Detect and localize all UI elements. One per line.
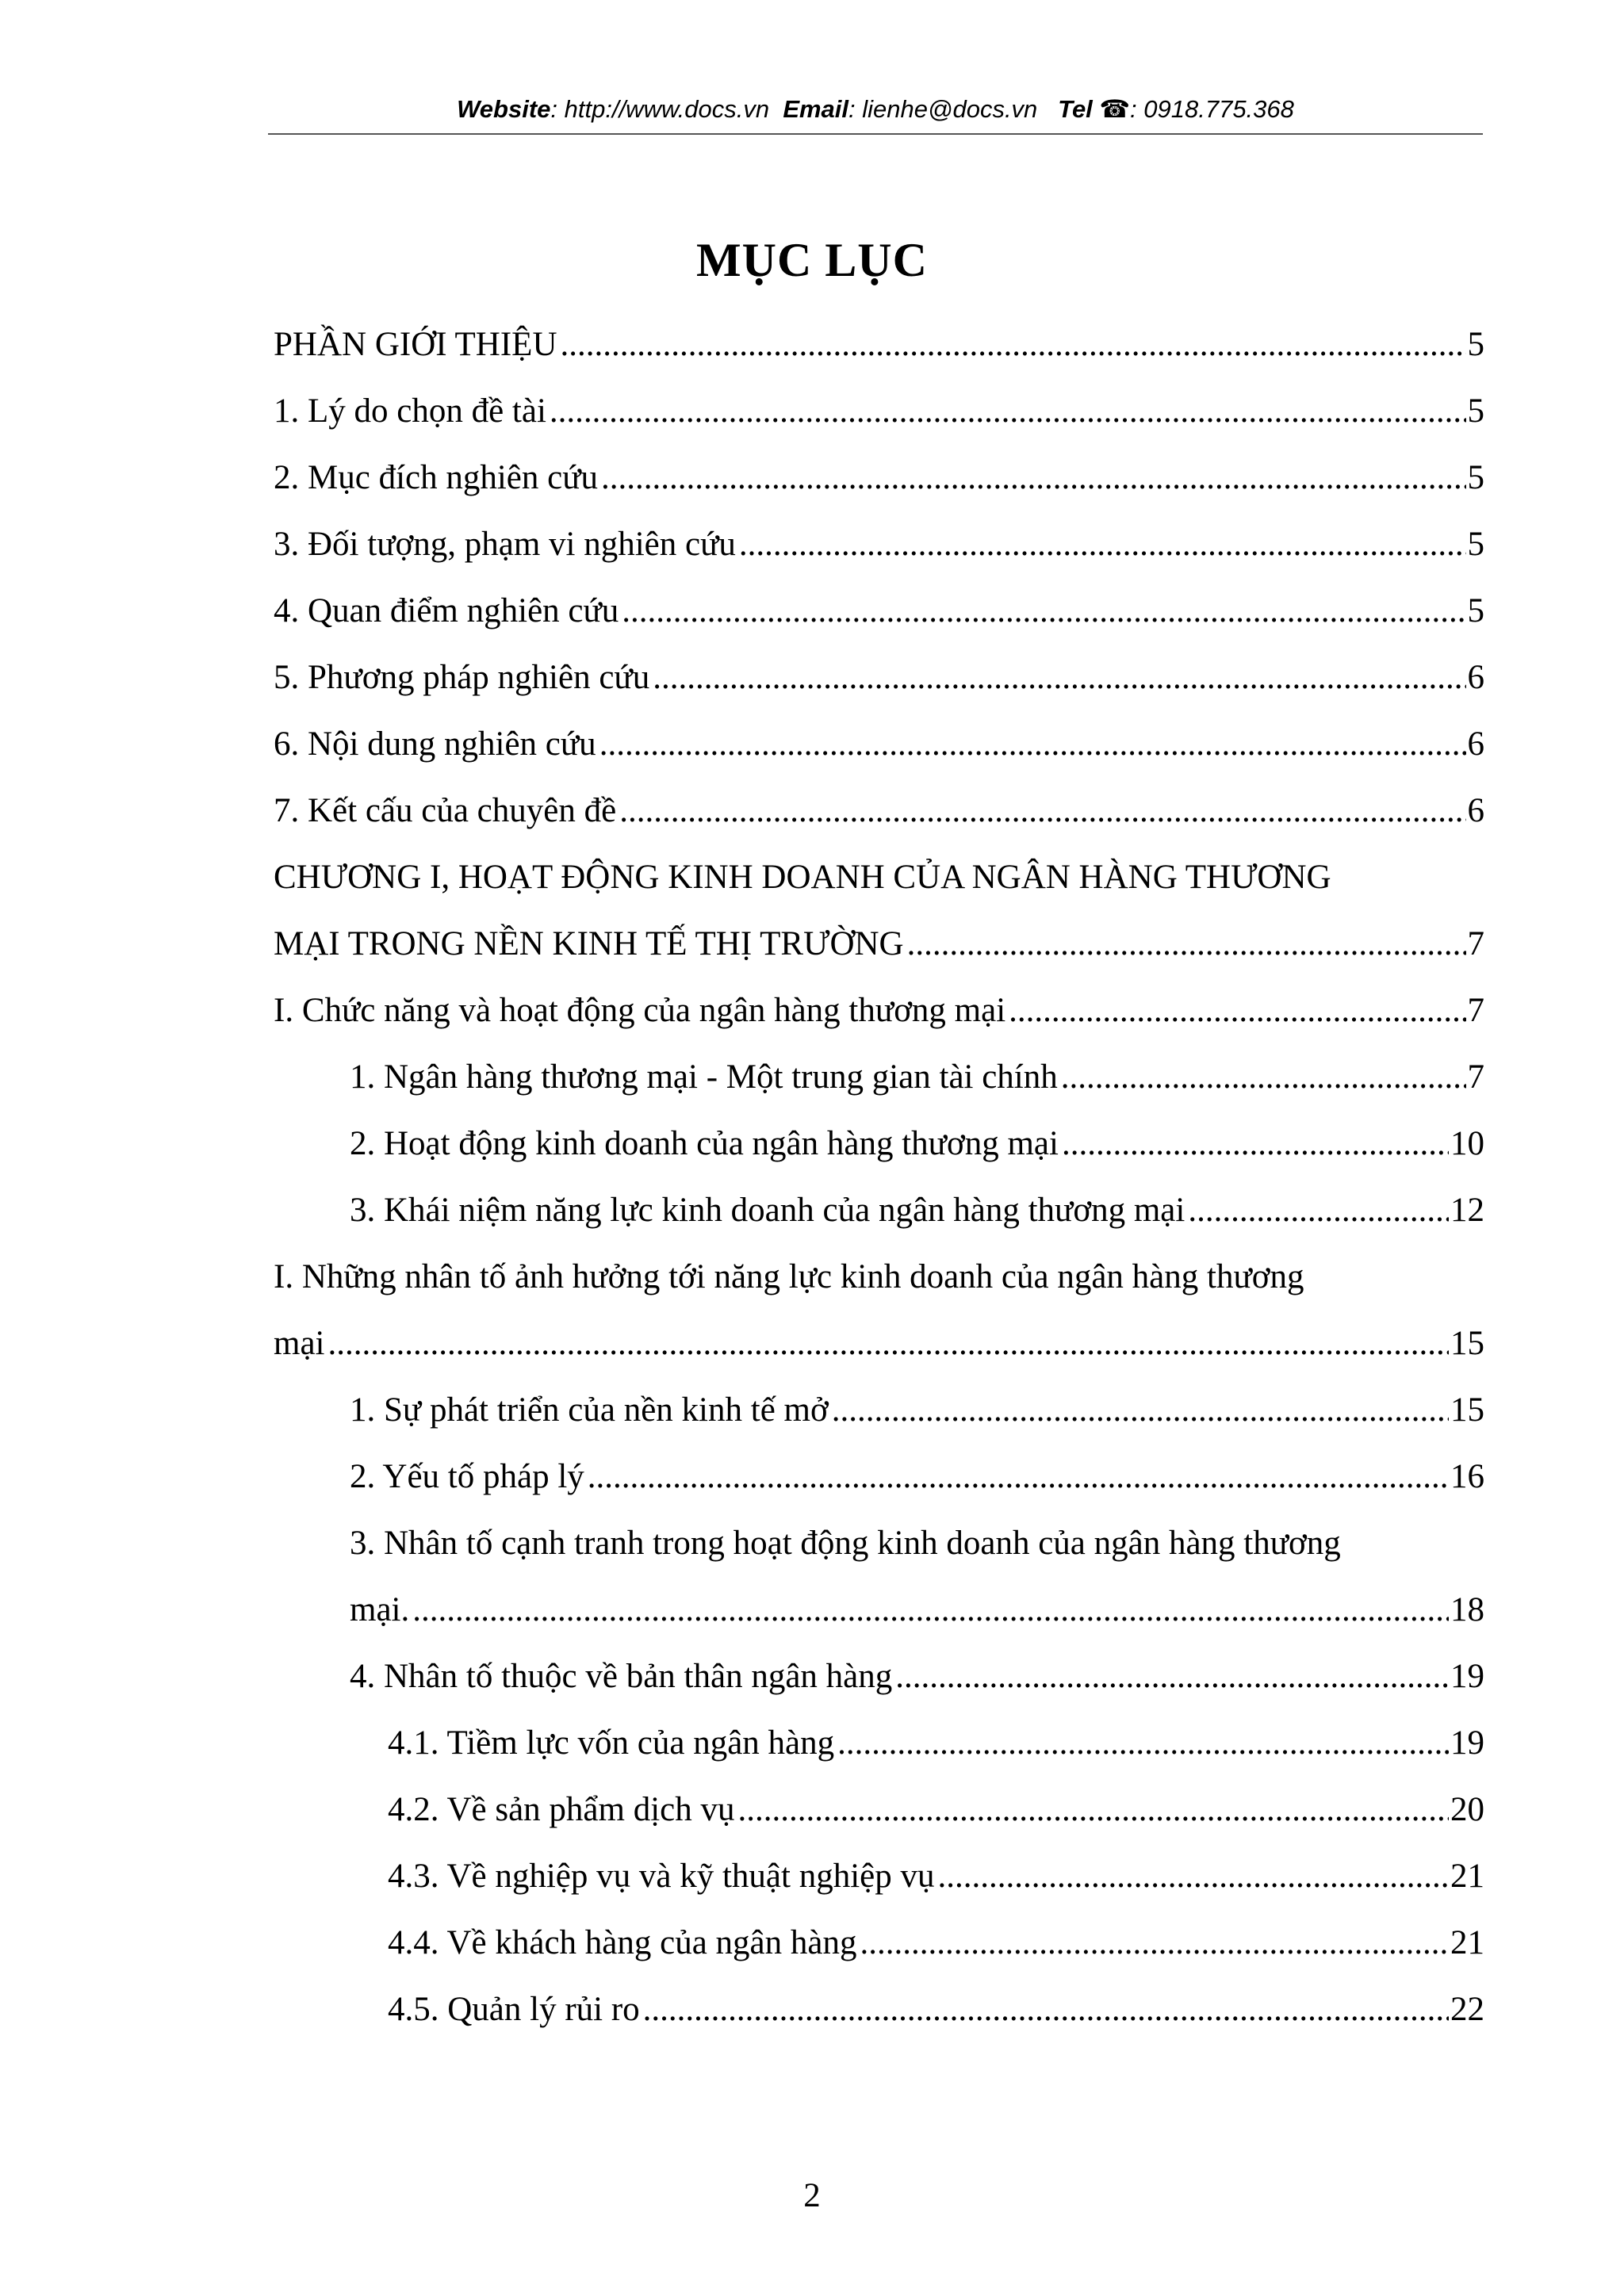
toc-leader [327, 1320, 1449, 1368]
toc-leader [739, 521, 1466, 568]
toc-leader [1061, 1054, 1466, 1101]
toc-entry [274, 454, 1484, 502]
toc-entry [388, 1720, 1484, 1767]
toc-leader [832, 1387, 1449, 1434]
toc-entry-page: 7 [1467, 992, 1484, 1029]
toc-entry [350, 1653, 1484, 1701]
toc-entry-text: 4.4. Về khách hàng của ngân hàng [388, 1924, 857, 1961]
toc-leader [1062, 1120, 1449, 1168]
toc-entry-text: I. Những nhân tố ảnh hưởng tới năng lực kinh doanh của ngân hàng thương [274, 1258, 1304, 1295]
toc-entry-page: 5 [1467, 392, 1484, 430]
toc-entry-text: 4.3. Về nghiệp vụ và kỹ thuật nghiệp vụ [388, 1858, 935, 1895]
toc-entry [388, 1853, 1484, 1900]
toc-entry-text: 3. Khái niệm năng lực kinh doanh của ngân hàng thương mại [350, 1192, 1185, 1229]
toc-entry-page: 5 [1467, 326, 1484, 363]
toc-entry-text: 4. Quan điểm nghiên cứu [274, 592, 619, 629]
toc-entry-text: mại. [350, 1591, 410, 1628]
toc-leader [412, 1586, 1449, 1634]
toc-leader [837, 1720, 1449, 1767]
toc-entry [274, 654, 1484, 702]
toc-leader [550, 388, 1466, 435]
toc-entry-text: 5. Phương pháp nghiên cứu [274, 659, 650, 696]
toc-entry-text: 4.1. Tiềm lực vốn của ngân hàng [388, 1724, 835, 1762]
toc-leader [561, 321, 1466, 369]
email-value: : lienhe@docs.vn [848, 95, 1038, 123]
toc-leader [860, 1919, 1449, 1967]
toc-entry-text: 2. Yếu tố pháp lý [350, 1458, 584, 1495]
toc-entry-page: 20 [1450, 1791, 1484, 1828]
toc-entry-page: 10 [1450, 1125, 1484, 1162]
toc-entry-page: 6 [1467, 792, 1484, 829]
website-value: : http://www.docs.vn [550, 95, 770, 123]
toc-leader [1188, 1187, 1449, 1234]
toc-entry [388, 1786, 1484, 1834]
toc-entry [274, 1320, 1484, 1368]
header-rule [268, 133, 1483, 135]
toc-entry-page: 5 [1467, 459, 1484, 496]
toc-entry-text: 3. Đối tượng, phạm vi nghiên cứu [274, 526, 736, 563]
toc-entry-page: 5 [1467, 592, 1484, 629]
toc-entry-page: 6 [1467, 659, 1484, 696]
toc-entry [274, 721, 1484, 768]
toc-entry-text: 2. Mục đích nghiên cứu [274, 459, 599, 496]
page-title: MỤC LỤC [696, 234, 928, 286]
toc-entry-page: 19 [1450, 1658, 1484, 1695]
toc-entry-text: 6. Nội dung nghiên cứu [274, 725, 596, 763]
toc-entry-page: 15 [1450, 1391, 1484, 1429]
toc-entry [350, 1387, 1484, 1434]
toc-entry [274, 920, 1484, 968]
toc-entry-text: I. Chức năng và hoạt động của ngân hàng thương mại [274, 992, 1006, 1029]
toc-entry [350, 1120, 1484, 1168]
toc-entry-page: 15 [1450, 1325, 1484, 1362]
toc-leader [599, 721, 1466, 768]
toc-entry-page: 21 [1450, 1858, 1484, 1895]
toc-entry [274, 521, 1484, 568]
toc-entry [350, 1054, 1484, 1101]
toc-entry [274, 787, 1484, 835]
toc-entry-page: 19 [1450, 1724, 1484, 1762]
toc-leader [653, 654, 1465, 702]
toc-entry-page: 22 [1450, 1991, 1484, 2028]
website-label: Website [457, 95, 551, 123]
toc-entry-page: 7 [1467, 1058, 1484, 1096]
tel-value: : 0918.775.368 [1130, 95, 1294, 123]
toc-leader [738, 1786, 1450, 1834]
toc-entry [274, 987, 1484, 1035]
toc-leader [907, 920, 1466, 968]
toc-entry-page: 6 [1467, 725, 1484, 763]
toc-entry-text: 1. Ngân hàng thương mại - Một trung gian tài chính [350, 1058, 1058, 1096]
toc-entry-text: 1. Lý do chọn đề tài [274, 392, 546, 430]
toc-entry-text: 2. Hoạt động kinh doanh của ngân hàng thương mại [350, 1125, 1059, 1162]
toc-entry-text: 7. Kết cấu của chuyên đề [274, 792, 617, 829]
page-number: 2 [803, 2177, 821, 2214]
email-label: Email [783, 95, 849, 123]
toc-entry [350, 1586, 1484, 1634]
toc-entry [388, 1986, 1484, 2034]
toc-entry-page: 5 [1467, 526, 1484, 563]
toc-entry-page: 18 [1450, 1591, 1484, 1628]
toc-leader [619, 787, 1465, 835]
toc-entry-text: mại [274, 1325, 325, 1362]
toc-leader [895, 1653, 1449, 1701]
toc-entry-page: 12 [1450, 1192, 1484, 1229]
toc-leader [643, 1986, 1449, 2034]
toc-leader [1009, 987, 1465, 1035]
toc-entry-page: 7 [1467, 925, 1484, 962]
toc-entry-text: 4.2. Về sản phẩm dịch vụ [388, 1791, 735, 1828]
toc-entry-text: 4. Nhân tố thuộc về bản thân ngân hàng [350, 1658, 893, 1695]
tel-label: Tel ☎ [1058, 95, 1131, 123]
toc-leader [938, 1853, 1450, 1900]
toc-leader [588, 1453, 1449, 1501]
toc-entry [350, 1187, 1484, 1234]
toc-entry-text: MẠI TRONG NỀN KINH TẾ THỊ TRƯỜNG [274, 925, 904, 962]
toc-entry-page: 21 [1450, 1924, 1484, 1961]
toc-leader [601, 454, 1465, 502]
toc-entry [388, 1919, 1484, 1967]
toc-entry-text: 1. Sự phát triển của nền kinh tế mở [350, 1391, 829, 1429]
toc-entry-text: 4.5. Quản lý rủi ro [388, 1991, 640, 2028]
page-header [268, 94, 1483, 125]
toc-leader [622, 587, 1465, 635]
toc-entry-page: 16 [1450, 1458, 1484, 1495]
toc-entry-text: PHẦN GIỚI THIỆU [274, 326, 557, 363]
toc-entry-text: 3. Nhân tố cạnh tranh trong hoạt động kinh doanh của ngân hàng thương [350, 1525, 1341, 1562]
toc-entry [274, 388, 1484, 435]
toc-entry-text: CHƯƠNG I, HOẠT ĐỘNG KINH DOANH CỦA NGÂN HÀNG THƯƠNG [274, 859, 1331, 896]
toc-entry [274, 587, 1484, 635]
toc-entry [350, 1453, 1484, 1501]
toc-entry [274, 321, 1484, 369]
